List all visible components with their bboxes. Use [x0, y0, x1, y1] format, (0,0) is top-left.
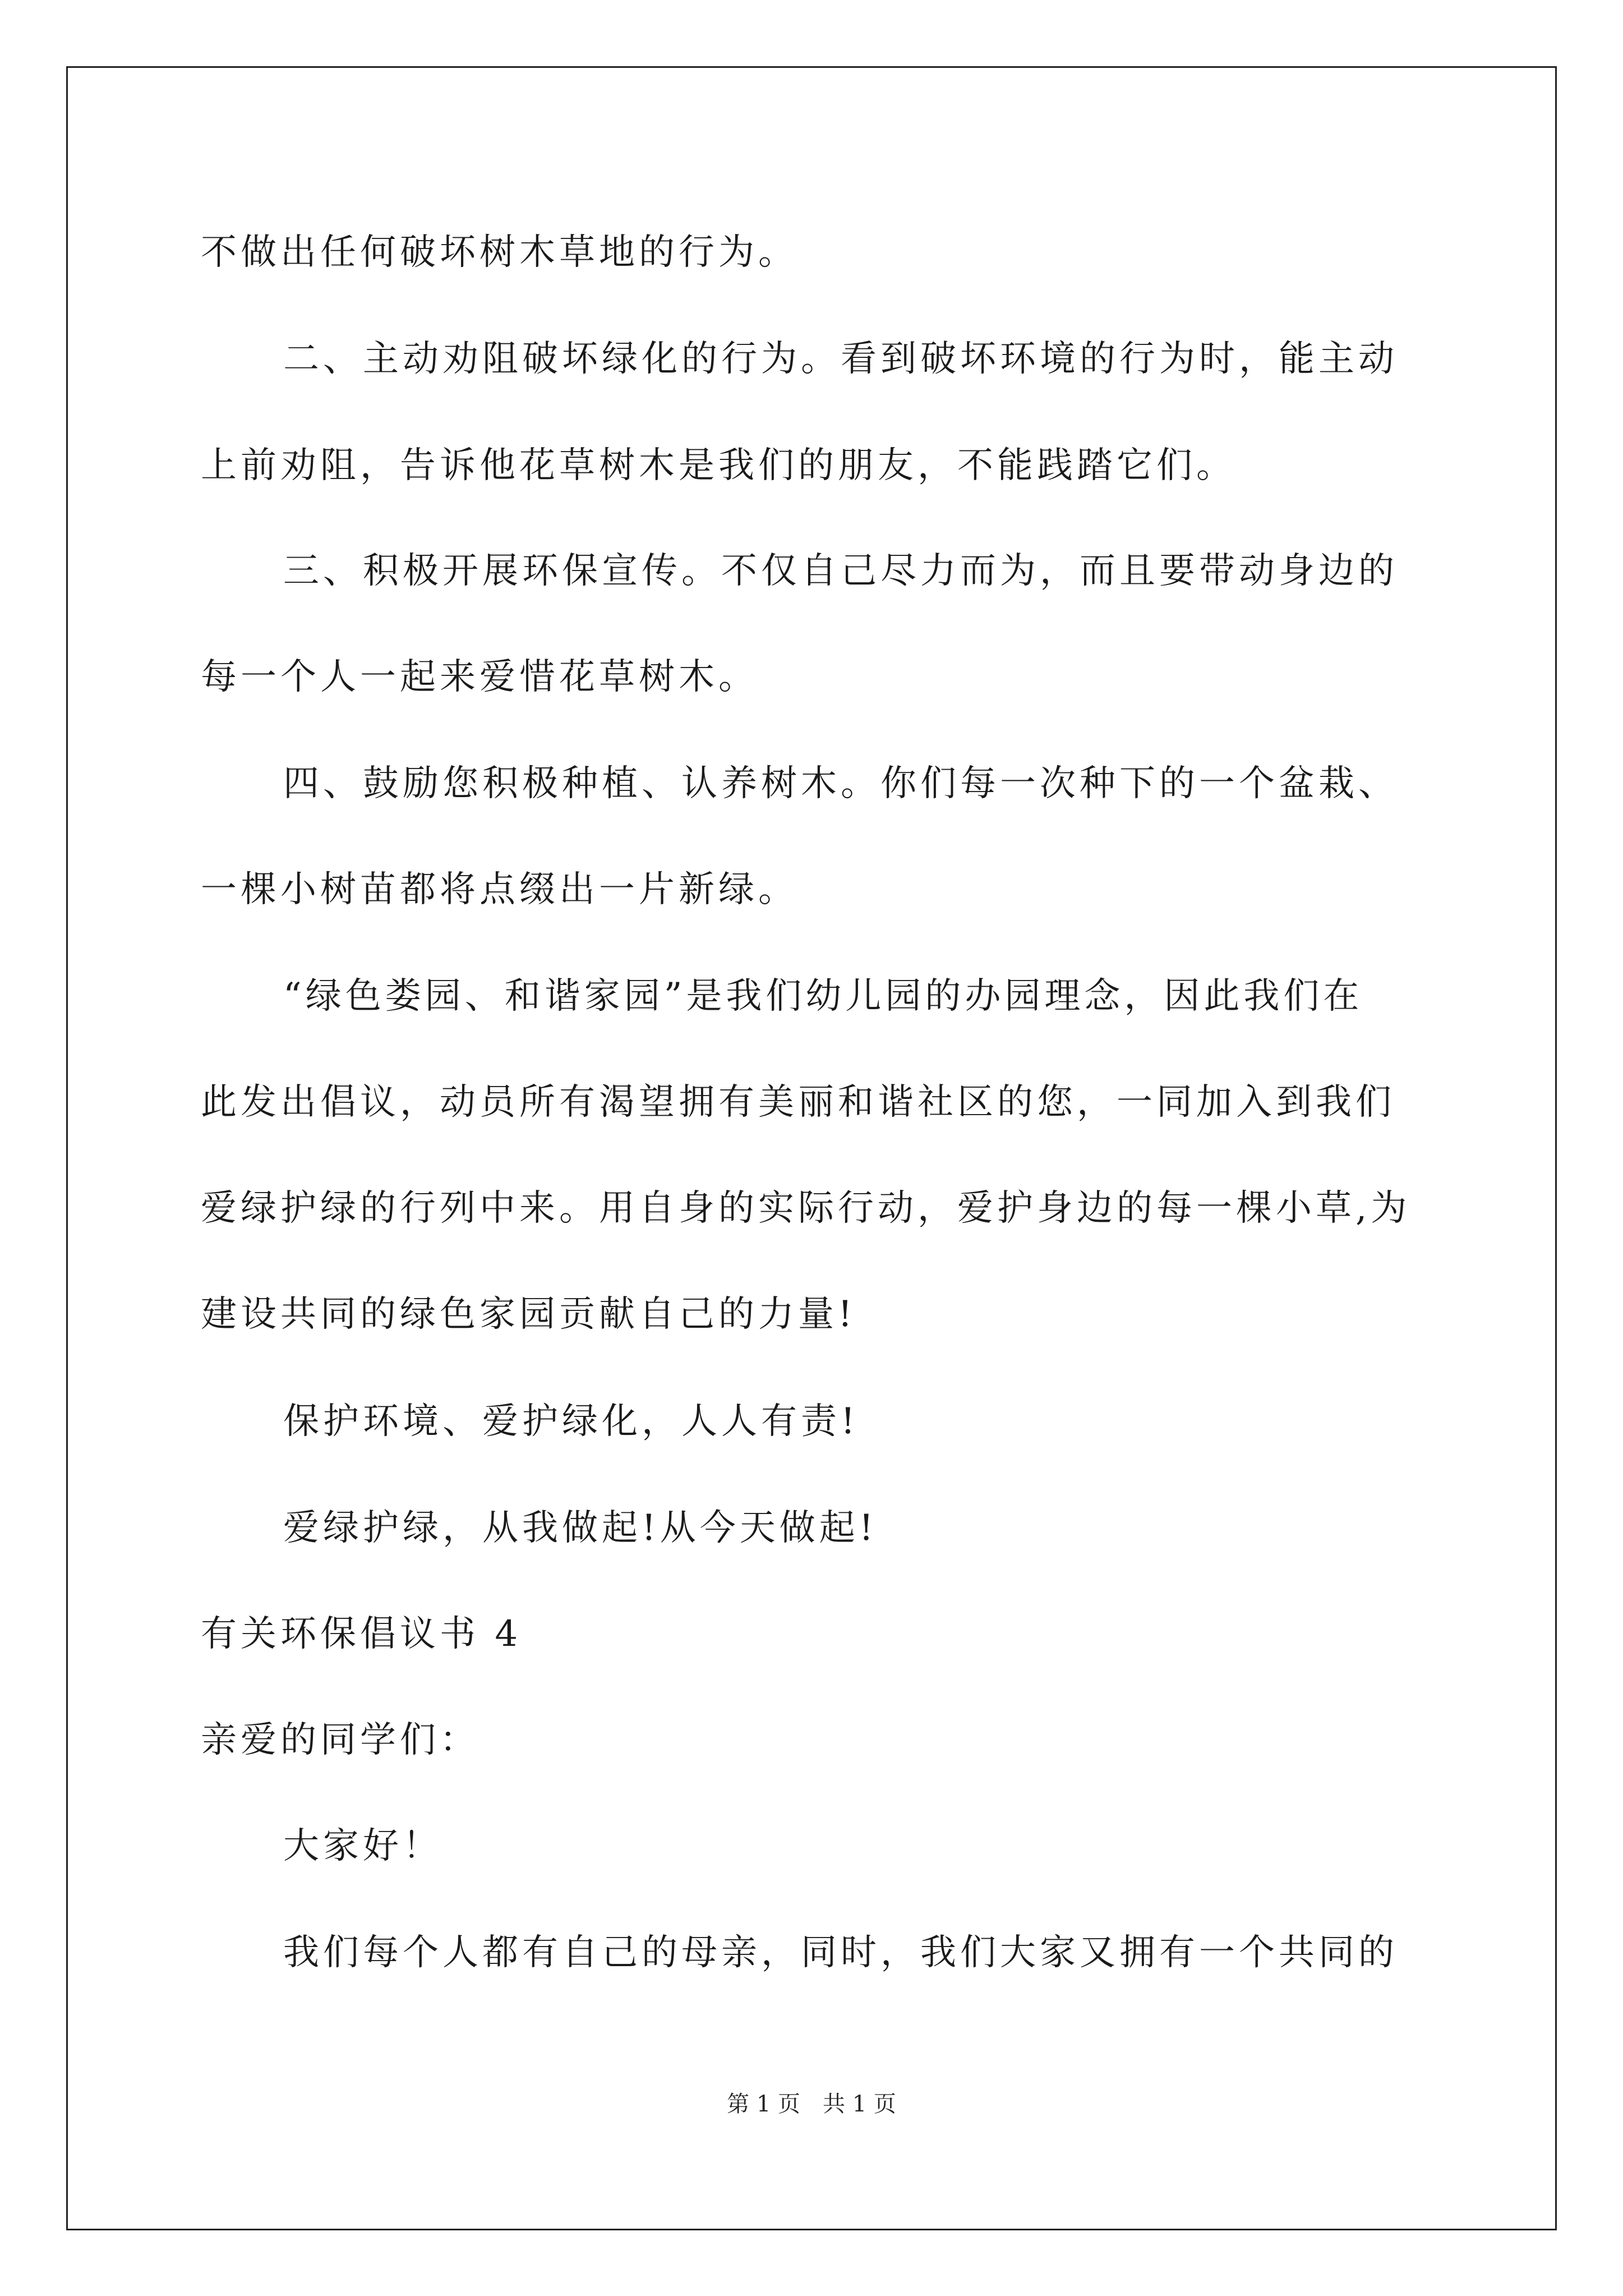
paragraph-line: 建设共同的绿色家园贡献自己的力量!: [201, 1294, 856, 1335]
paragraph-line: 四、鼓励您积极种植、认养树木。你们每一次种下的一个盆栽、: [283, 763, 1398, 804]
paragraph-line: “绿色娄园、和谐家园”是我们幼儿园的办园理念，因此我们在: [283, 976, 1363, 1017]
paragraph-line: 上前劝阻，告诉他花草树木是我们的朋友，不能践踏它们。: [201, 445, 1236, 486]
section-heading: 有关环保倡议书 4: [201, 1613, 522, 1655]
paragraph-line: 爱绿护绿，从我做起!从今天做起!: [283, 1507, 878, 1549]
paragraph-line: 我们每个人都有自己的母亲，同时，我们大家又拥有一个共同的: [283, 1932, 1398, 1973]
paragraph-line: 不做出任何破坏树木草地的行为。: [201, 232, 798, 273]
paragraph-line: 保护环境、爱护绿化，人人有责!: [283, 1401, 859, 1442]
salutation: 亲爱的同学们：: [201, 1719, 479, 1761]
page-footer: 第 1 页 共 1 页: [727, 2091, 896, 2117]
page-border: [66, 66, 1557, 2230]
paragraph-line: 此发出倡议，动员所有渴望拥有美丽和谐社区的您，一同加入到我们: [201, 1082, 1395, 1123]
paragraph-line: 三、积极开展环保宣传。不仅自己尽力而为，而且要带动身边的: [283, 550, 1398, 592]
paragraph-line: 一棵小树苗都将点缀出一片新绿。: [201, 869, 798, 910]
paragraph-line: 爱绿护绿的行列中来。用自身的实际行动，爱护身边的每一棵小草,为: [201, 1188, 1411, 1229]
paragraph-line: 每一个人一起来爱惜花草树木。: [201, 656, 758, 698]
greeting: 大家好！: [283, 1825, 442, 1867]
paragraph-line: 二、主动劝阻破坏绿化的行为。看到破坏环境的行为时，能主动: [283, 338, 1398, 380]
